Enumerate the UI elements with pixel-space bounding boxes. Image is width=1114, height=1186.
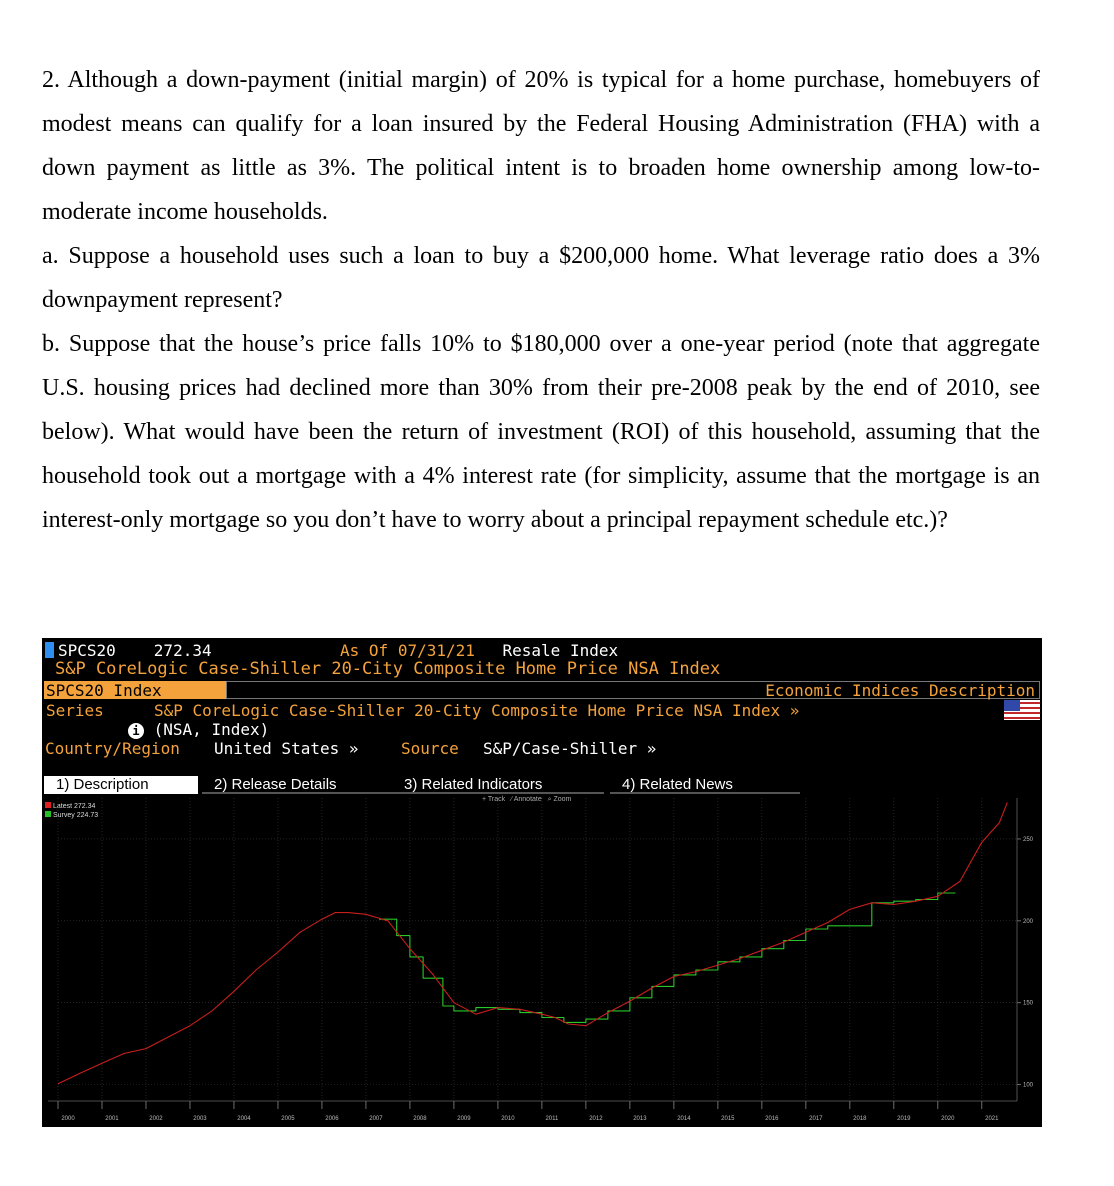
y-tick-label: 150 bbox=[1023, 1000, 1034, 1007]
price-chart[interactable] bbox=[42, 638, 1042, 1127]
question-intro: 2. Although a down-payment (initial margin) of 20% is typical for a home purchase, homebuyers of modest means can qualify for a loan insured by the Federal Housing Administration (FHA) with a down payment as little as 3%. The political intent is to broaden home ownership among low-to-moderate income households. bbox=[42, 67, 1040, 225]
tab-related-indicators[interactable]: 3) Related Indicators bbox=[392, 776, 604, 794]
x-tick-label: 2003 bbox=[193, 1116, 207, 1122]
source-label: Source bbox=[401, 739, 459, 758]
index-full-name: S&P CoreLogic Case-Shiller 20-City Composite Home Price NSA Index bbox=[55, 659, 721, 679]
ticker-symbol: SPCS20 bbox=[58, 641, 116, 660]
page-title: Economic Indices Description bbox=[765, 681, 1035, 700]
x-tick-label: 2015 bbox=[721, 1116, 735, 1122]
x-tick-label: 2000 bbox=[61, 1116, 75, 1122]
x-tick-label: 2002 bbox=[149, 1116, 163, 1122]
x-tick-label: 2020 bbox=[941, 1116, 955, 1122]
x-tick-label: 2008 bbox=[413, 1116, 427, 1122]
ticker-value: 272.34 bbox=[153, 641, 212, 660]
series-sub: (NSA, Index) bbox=[153, 720, 270, 739]
x-tick-label: 2001 bbox=[105, 1116, 119, 1122]
legend-latest: Latest 272.34 bbox=[45, 802, 98, 811]
x-tick-label: 2013 bbox=[633, 1116, 647, 1122]
info-circle-icon[interactable]: i bbox=[128, 723, 144, 739]
tab-description[interactable]: 1) Description bbox=[44, 776, 198, 794]
country-label: Country/Region bbox=[45, 739, 180, 758]
x-tick-label: 2004 bbox=[237, 1116, 251, 1122]
bloomberg-terminal-screenshot bbox=[42, 638, 1042, 1127]
y-tick-label: 250 bbox=[1023, 836, 1034, 843]
x-tick-label: 2009 bbox=[457, 1116, 471, 1122]
x-tick-label: 2007 bbox=[369, 1116, 383, 1122]
security-label: SPCS20 Index bbox=[46, 681, 162, 700]
question-text bbox=[42, 58, 1040, 542]
x-tick-label: 2005 bbox=[281, 1116, 295, 1122]
legend-survey: Survey 224.73 bbox=[45, 811, 98, 820]
x-tick-label: 2014 bbox=[677, 1116, 691, 1122]
x-tick-label: 2006 bbox=[325, 1116, 339, 1122]
as-of-date: 07/31/21 bbox=[397, 641, 475, 660]
question-part-b: b. Suppose that the house’s price falls 10% to $180,000 over a one-year period (note that aggregate U.S. housing prices had declined more than 30% from their pre-2008 peak by the end of 2010, see below). What would have been the return of investment (ROI) of this household, assuming that the household took out a mortgage with a 4% interest rate (for simplicity, assume that the mortgage is an interest-only mortgage so you don’t have to worry about a principal repayment schedule etc.)? bbox=[42, 331, 1040, 533]
x-tick-label: 2016 bbox=[765, 1116, 779, 1122]
x-tick-label: 2012 bbox=[589, 1116, 603, 1122]
x-tick-label: 2019 bbox=[897, 1116, 911, 1122]
y-tick-label: 200 bbox=[1023, 918, 1034, 925]
index-type: Resale Index bbox=[502, 641, 619, 660]
as-of-label: As Of bbox=[340, 641, 389, 660]
tab-related-news[interactable]: 4) Related News bbox=[610, 776, 800, 794]
question-part-a: a. Suppose a household uses such a loan to buy a $200,000 home. What leverage ratio does a 3% downpayment represent? bbox=[42, 243, 1040, 313]
tab-release-details[interactable]: 2) Release Details bbox=[202, 776, 392, 794]
x-tick-label: 2011 bbox=[545, 1116, 559, 1122]
series-link[interactable]: S&P CoreLogic Case-Shiller 20-City Composite Home Price NSA Index » bbox=[154, 701, 800, 720]
x-tick-label: 2021 bbox=[985, 1116, 999, 1122]
x-tick-label: 2010 bbox=[501, 1116, 515, 1122]
series-latest-line bbox=[58, 802, 1007, 1083]
zoom-button[interactable]: ⌕ Zoom bbox=[547, 796, 572, 803]
country-link[interactable]: United States » bbox=[214, 739, 359, 758]
x-tick-label: 2018 bbox=[853, 1116, 867, 1122]
track-button[interactable]: + Track bbox=[482, 796, 506, 803]
x-tick-label: 2017 bbox=[809, 1116, 823, 1122]
annotate-button[interactable]: ∕ Annotate bbox=[511, 796, 542, 803]
y-tick-label: 100 bbox=[1023, 1082, 1034, 1089]
series-label: Series bbox=[46, 701, 104, 720]
source-link[interactable]: S&P/Case-Shiller » bbox=[483, 739, 657, 758]
